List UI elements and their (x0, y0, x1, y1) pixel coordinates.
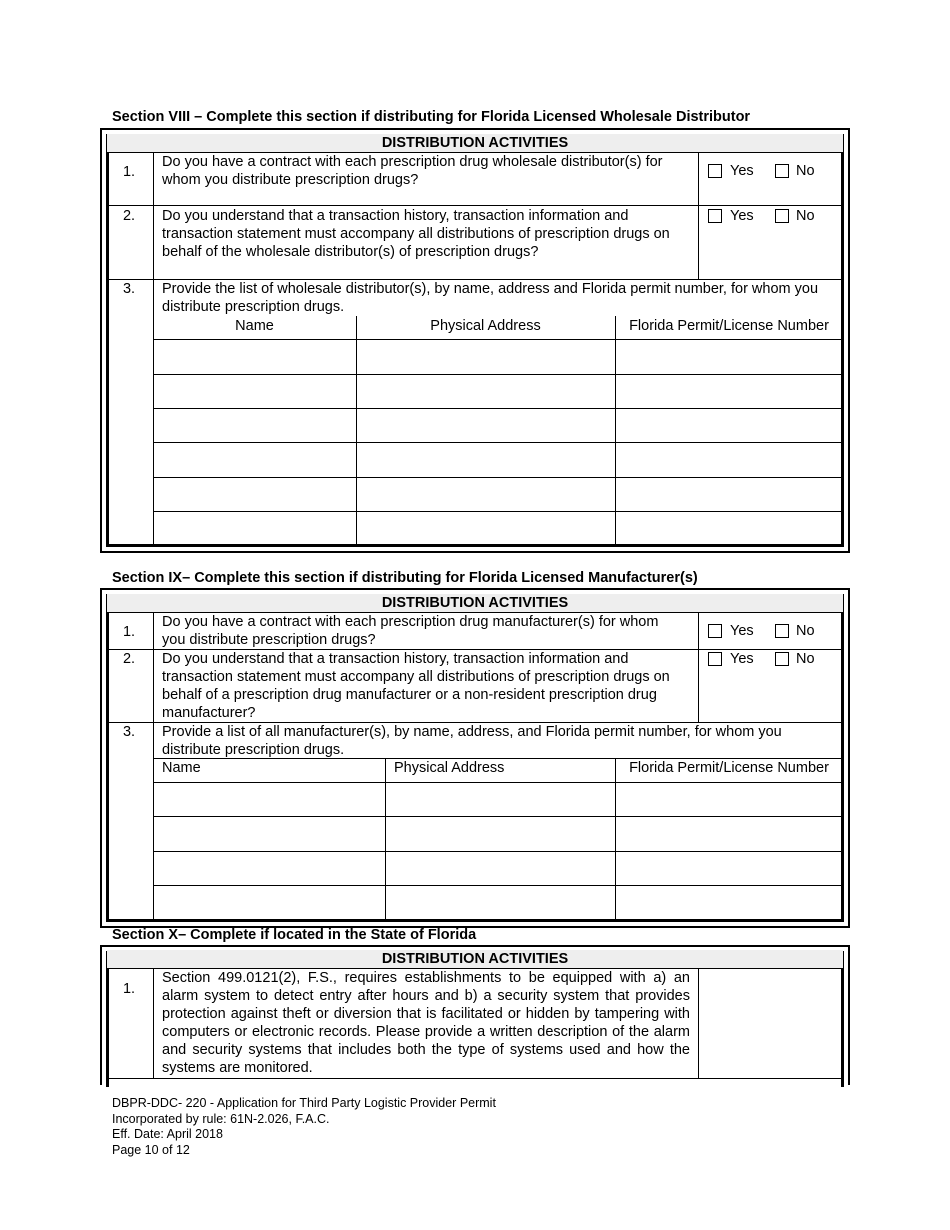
footer-form-id: DBPR-DDC- 220 - Application for Third Party Logistic Provider Permit (112, 1096, 496, 1110)
section-10-header: DISTRIBUTION ACTIVITIES (107, 950, 843, 968)
section-9-q2-number: 2. (122, 651, 136, 667)
footer-eff-date: Eff. Date: April 2018 (112, 1127, 223, 1141)
section-8-col-address: Physical Address (430, 318, 541, 334)
footer-page-number: Page 10 of 12 (112, 1142, 190, 1157)
section-8-q1-no-label: No (796, 163, 815, 179)
section-9-q1-yes-checkbox[interactable] (708, 624, 722, 638)
section-8-q2-no-label: No (796, 208, 815, 224)
section-9-q2-yes-label: Yes (730, 651, 754, 667)
section-9-q1-number: 1. (122, 624, 136, 640)
section-9-q2-no-checkbox[interactable] (775, 652, 789, 666)
section-9-q1-text: Do you have a contract with each prescription drug manufacturer(s) for whom you distribute prescription drugs? (162, 614, 659, 648)
section-9-q3-number: 3. (122, 724, 136, 740)
section-8-col-name: Name (235, 318, 274, 334)
section-9-q1-yes-label: Yes (730, 623, 754, 639)
section-8-q3-text: Provide the list of wholesale distributor(s), by name, address and Florida permit number, for whom you distribute prescription drugs. (162, 281, 819, 315)
section-9-q2-yes-checkbox[interactable] (708, 652, 722, 666)
section-8-q2-yes-label: Yes (730, 208, 754, 224)
section-8-title: Section VIII – Complete this section if distributing for Florida Licensed Wholesale Distributor (112, 109, 751, 125)
section-9-q2-no-label: No (796, 651, 815, 667)
section-9-title: Section IX– Complete this section if distributing for Florida Licensed Manufacturer(s) (112, 570, 698, 586)
footer-rule: Incorporated by rule: 61N-2.026, F.A.C. (112, 1111, 330, 1126)
section-8-q1-number: 1. (122, 164, 136, 180)
section-9-header: DISTRIBUTION ACTIVITIES (107, 594, 843, 612)
section-9-col-name: Name (162, 760, 201, 776)
section-8-table (100, 128, 850, 553)
section-9-q1-no-label: No (796, 623, 815, 639)
section-9-q1-no-checkbox[interactable] (775, 624, 789, 638)
section-8-q2-number: 2. (122, 208, 136, 224)
section-10-q1-text: Section 499.0121(2), F.S., requires establishments to be equipped with a) an alarm system to detect entry after hours and b) a security system that provides protection against theft or diversion that is facilitated or hidden by tampering with computers or electronic records. Please provide a written description of the alarm and security systems that includes both the type of systems used and how the systems are monitored. (162, 970, 690, 1076)
section-10-title: Section X– Complete if located in the State of Florida (112, 927, 477, 943)
section-8-q2-yes-checkbox[interactable] (708, 209, 722, 223)
section-8-header: DISTRIBUTION ACTIVITIES (107, 134, 843, 152)
section-8-q2-text: Do you understand that a transaction history, transaction information and transaction statement must accompany all distributions of prescription drugs on behalf of the wholesale distributor(s) of prescription drugs? (162, 208, 670, 260)
section-8-q1-yes-checkbox[interactable] (708, 164, 722, 178)
section-8-col-permit: Florida Permit/License Number (629, 318, 829, 334)
section-10-q1-number: 1. (122, 981, 136, 997)
section-8-q1-yes-label: Yes (730, 163, 754, 179)
section-8-q1-text: Do you have a contract with each prescription drug wholesale distributor(s) for whom you distribute prescription drugs? (162, 154, 663, 188)
section-9-q3-text: Provide a list of all manufacturer(s), by name, address, and Florida permit number, for whom you distribute prescription drugs. (162, 724, 782, 758)
section-8-q1-no-checkbox[interactable] (775, 164, 789, 178)
section-9-col-address: Physical Address (394, 760, 505, 776)
section-9-col-permit: Florida Permit/License Number (629, 760, 829, 776)
section-9-q2-text: Do you understand that a transaction history, transaction information and transaction statement must accompany all distributions of prescription drugs on behalf of a prescription drug manufacturer or a non-resident prescription drug manufacturer? (162, 651, 670, 721)
page-footer (112, 1096, 496, 1158)
section-8-q3-number: 3. (122, 281, 136, 297)
section-8-q2-no-checkbox[interactable] (775, 209, 789, 223)
